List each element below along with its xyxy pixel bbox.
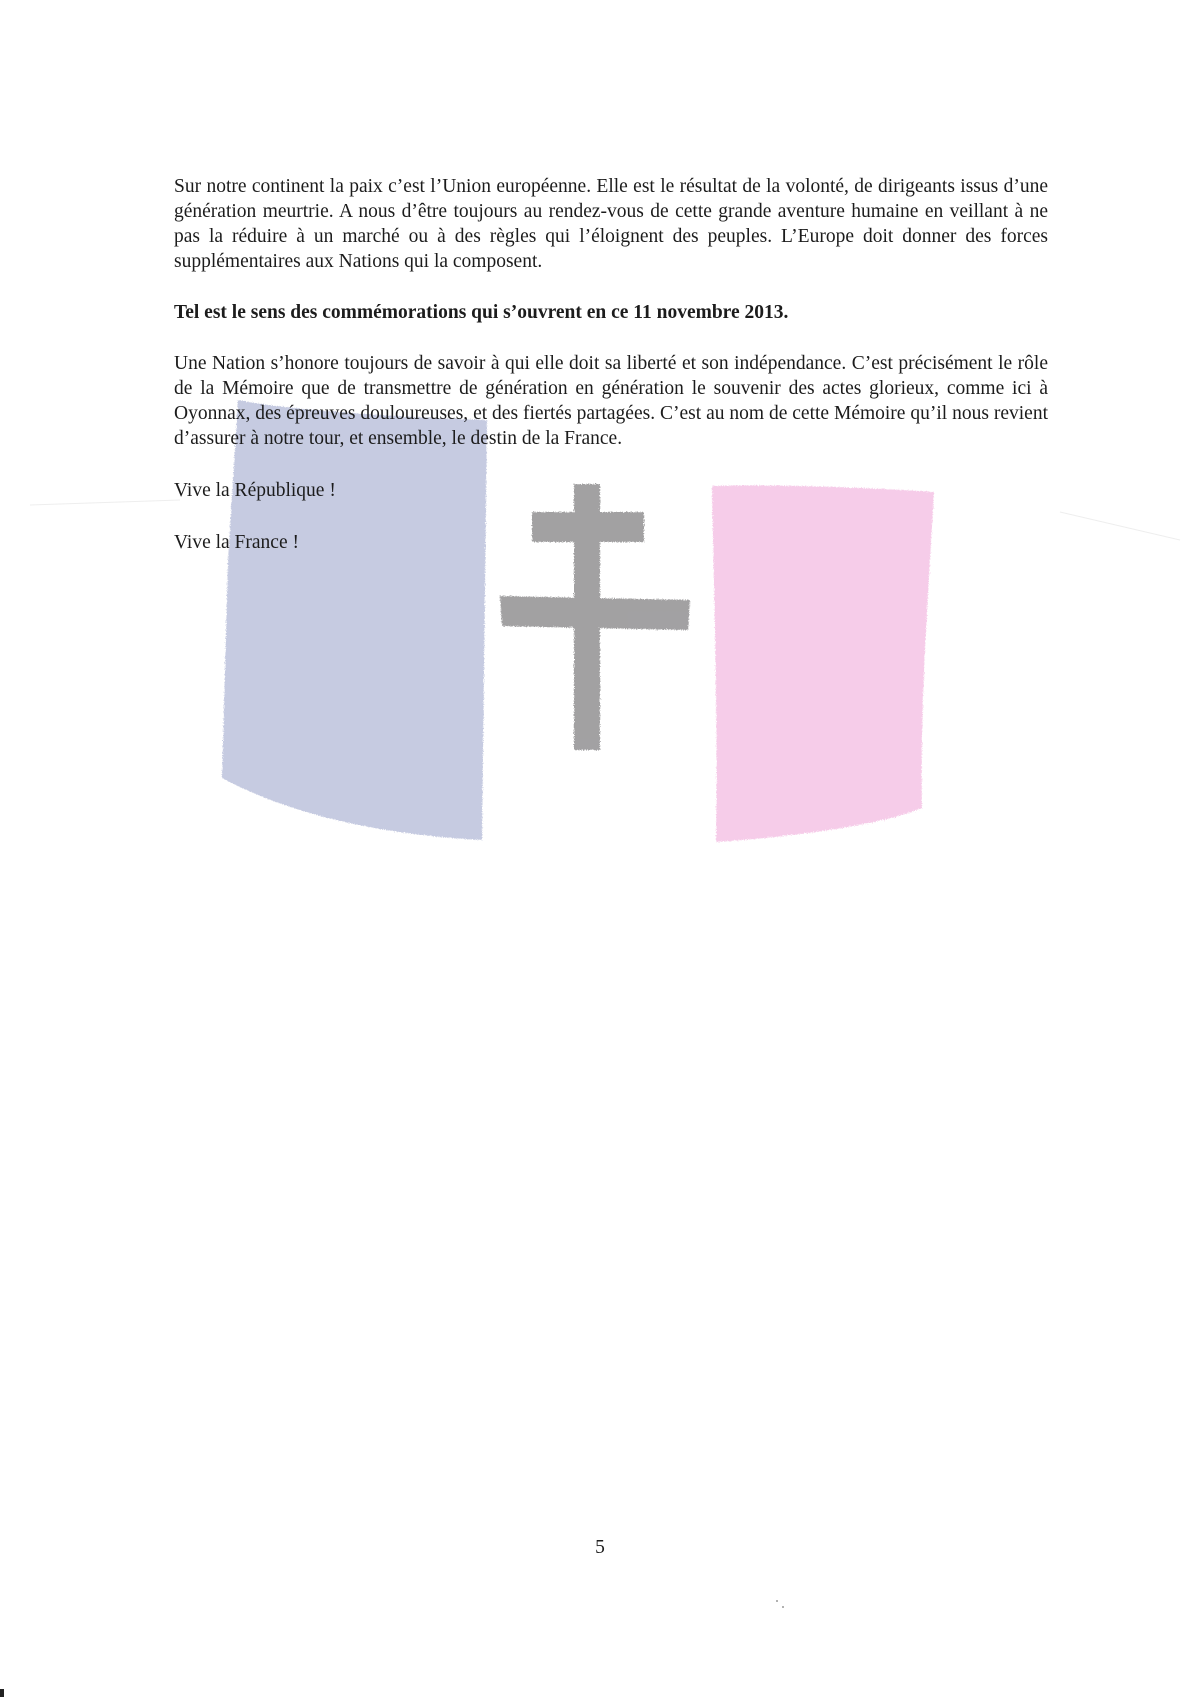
scan-speck: [776, 1600, 778, 1602]
scan-speck: [782, 1606, 784, 1608]
paragraph-commemorations-heading: Tel est le sens des commémorations qui s’ouvrent en ce 11 novembre 2013.: [174, 302, 789, 323]
paragraph-nation-memoire: Une Nation s’honore toujours de savoir à qui elle doit sa liberté et son indépendance. C’est précisément le rôle de la Mémoire que de transmettre de génération en génération le souvenir des actes glorieux, comme ici à Oyonnax, des épreuves douloureuses, et des fiertés partagées. C’est au nom de cette Mémoire qu’il nous revient d’assurer à notre tour, et ensemble, le destin de la France.: [174, 353, 1048, 449]
paragraph-union-europeenne: Sur notre continent la paix c’est l’Union européenne. Elle est le résultat de la volonté, de dirigeants issus d’une génération meurtrie. A nous d’être toujours au rendez-vous de cette grande aventure humaine en veillant à ne pas la réduire à un marché ou à des règles qui l’éloignent des peuples. L’Europe doit donner des forces supplémentaires aux Nations qui la composent.: [174, 176, 1048, 272]
closing-vive-la-republique: Vive la République !: [174, 480, 336, 501]
closing-vive-la-france: Vive la France !: [174, 532, 299, 553]
page-number: 5: [595, 1537, 605, 1558]
document-body: [174, 174, 1048, 555]
scan-edge-mark: [0, 1689, 4, 1697]
